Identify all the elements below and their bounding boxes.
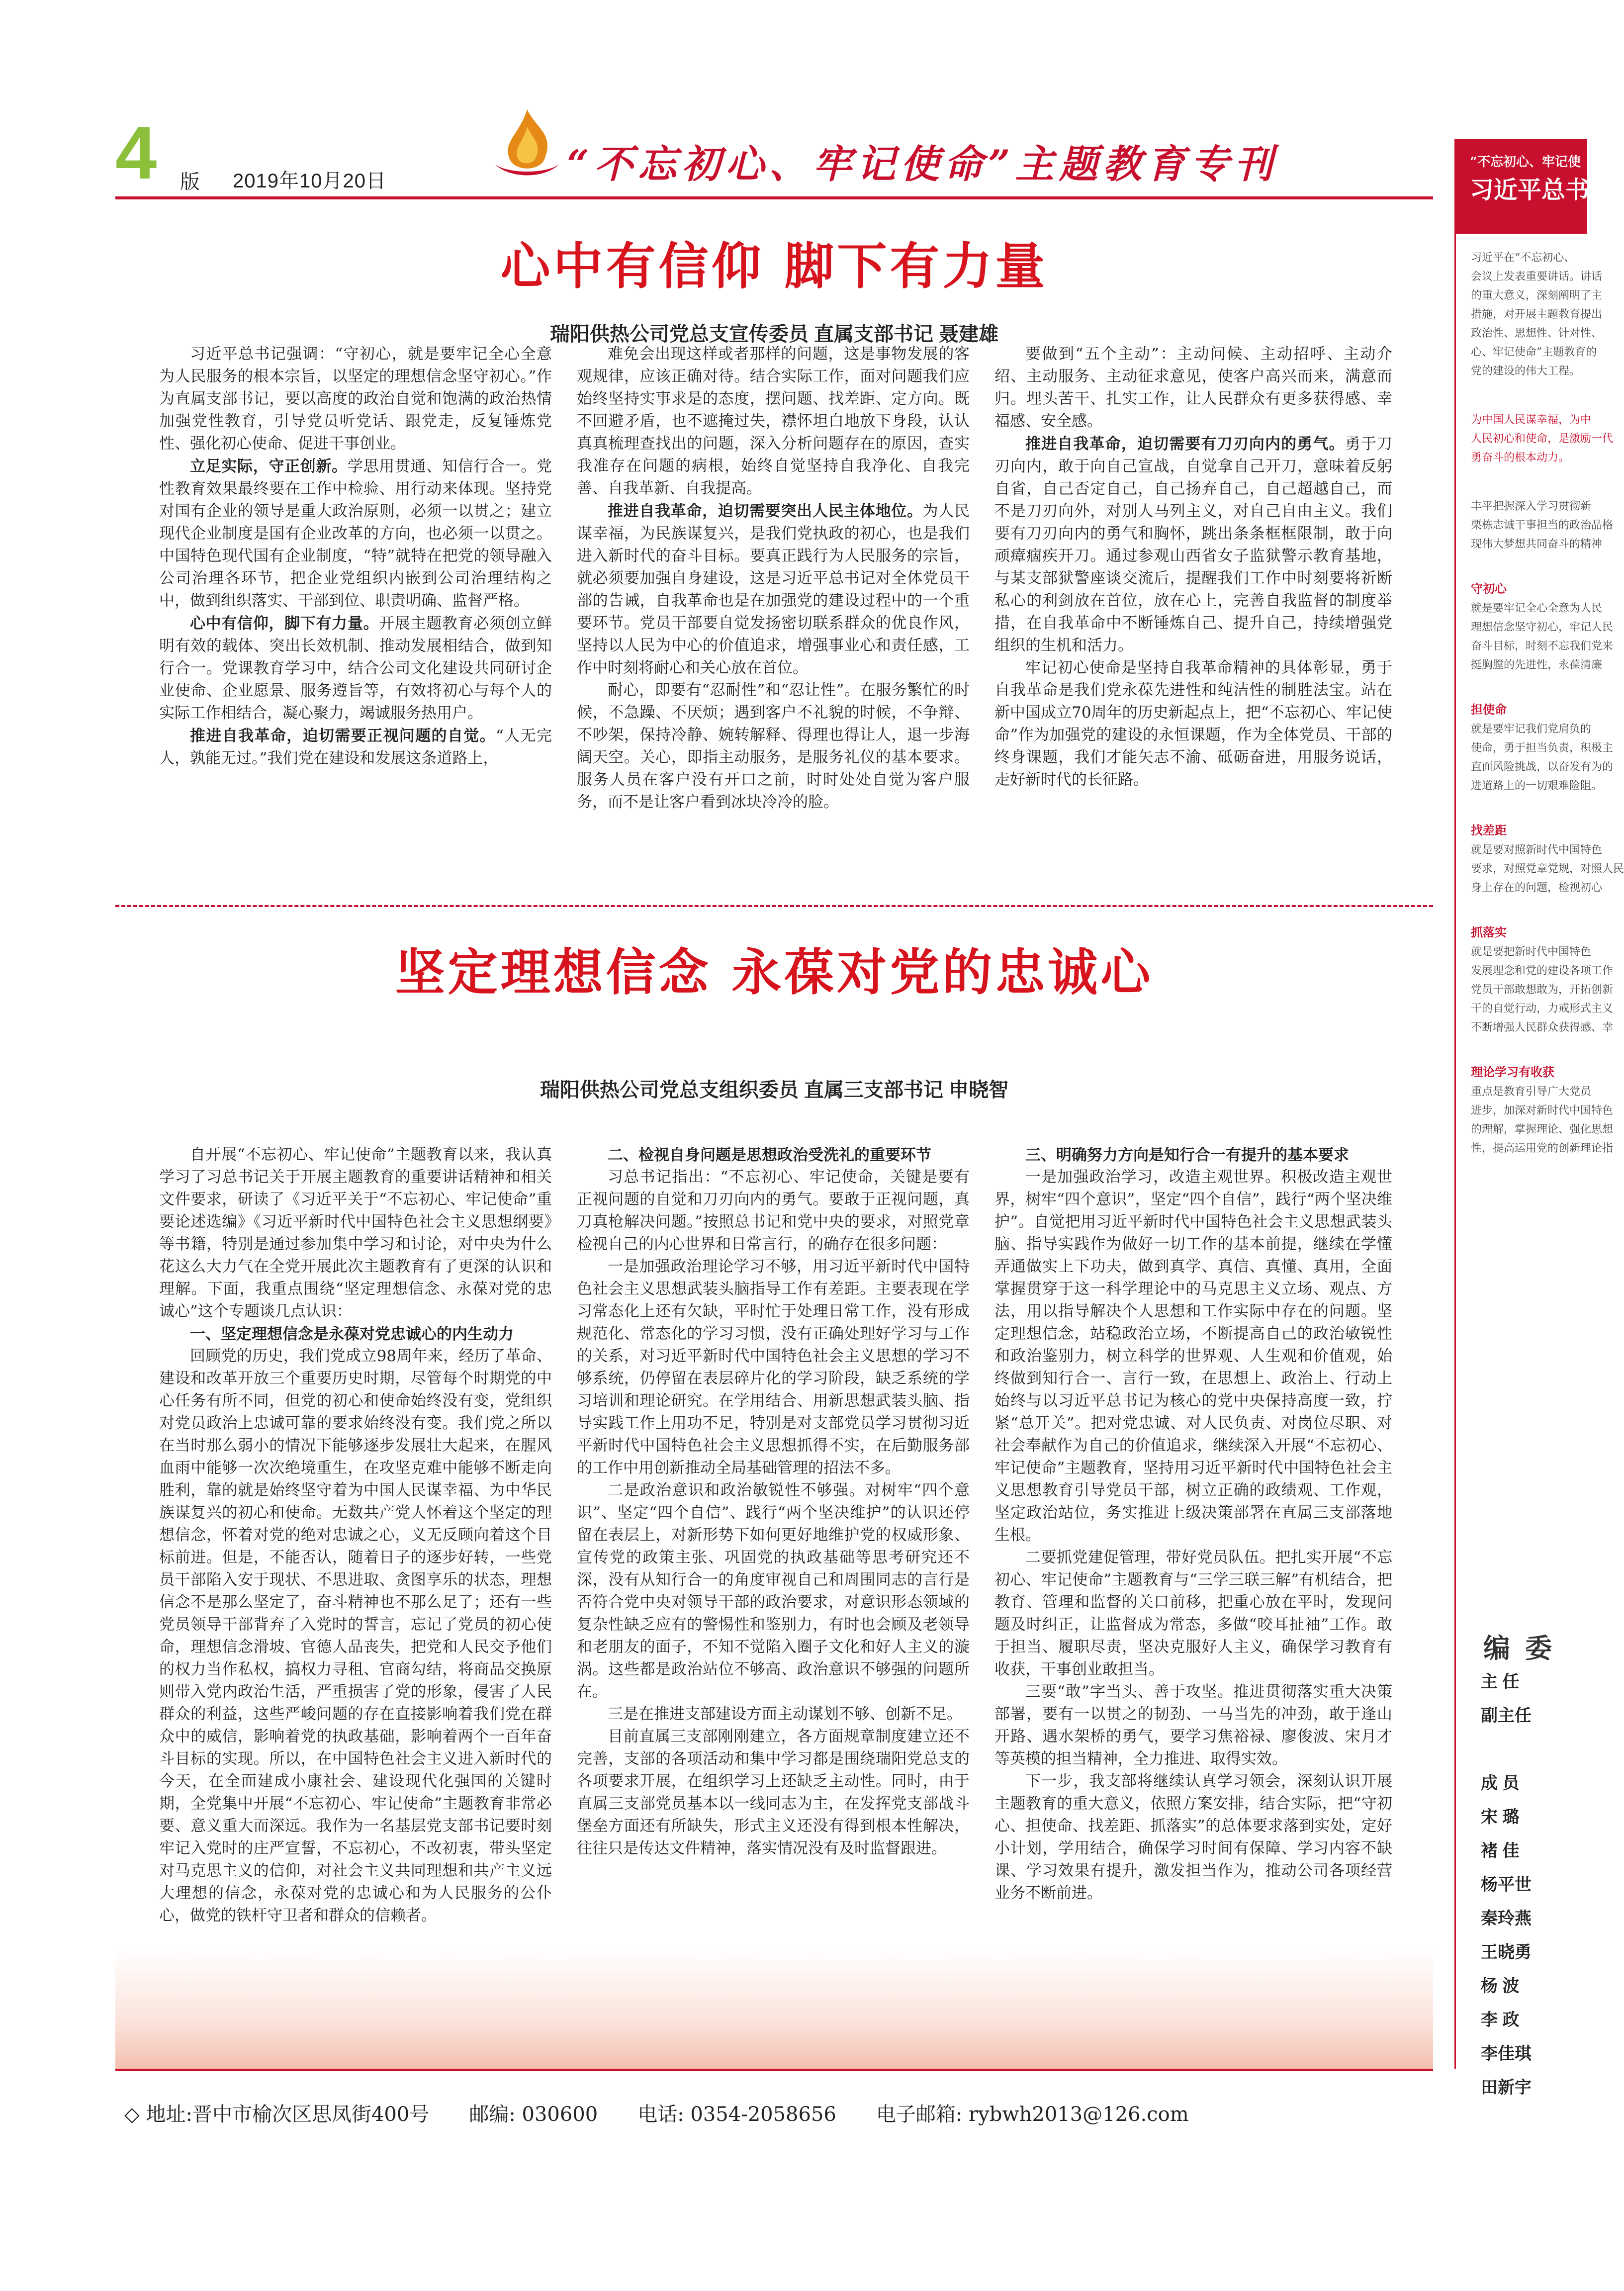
strip-text-line: 要求，对照党章党规，对照人民 (1471, 863, 1624, 875)
editorial-row: 副主任 (1481, 1706, 1532, 1725)
paragraph: 二是政治意识和政治敏锐性不够强。对树牢“四个意识”、坚定“四个自信”、践行“两个坚决维护”的认识还停留在表层上，对新形势下如何更好地维护党的权威形象、宣传党的政策主张、巩固党的执政基础等思考研究还不深，没有从知行合一的角度审视自己和周围同志的言行是否符合党中央对领导干部的政治要求，对意识形态领域的复杂性缺乏应有的警惕性和鉴别力，有时也会顾及老领导和老朋友的面子，不知不觉陷入圈子文化和好人主义的漩涡。这些都是政治站位不够高、政治意识不够强的问题所在。 (577, 1481, 970, 1701)
paragraph-lead: 推进自我革命，迫切需要突出人民主体地位。 (608, 502, 923, 520)
paragraph: 牢记初心使命是坚持自我革命精神的具体彰显，勇于自我革命是我们党永葆先进性和纯洁性的制胜法宝。站在新中国成立70周年的历史新起点上，把“不忘初心、牢记使命”作为加强党的建设的永恒课题，作为全体党员、干部的终身课题，我们才能矢志不渝、砥砺奋进，用服务说话，走好新时代的长征路。 (994, 659, 1392, 789)
article1-byline: 瑞阳供热公司党总支宣传委员 直属支部书记 聂建雄 (549, 323, 999, 345)
strip-text-line: 现伟大梦想共同奋斗的精神 (1471, 538, 1603, 550)
editorial-row: 王晓勇 (1481, 1943, 1532, 1962)
editorial-row: 主 任 (1481, 1672, 1520, 1691)
article1-column-2 (577, 343, 970, 900)
article2-column-3 (994, 1144, 1392, 2049)
paragraph: 推进自我革命，迫切需要正视问题的自觉。“人无完人，孰能无过。”我们党在建设和发展这条道路上， (159, 727, 552, 767)
editorial-title: 编委 (1483, 1632, 1567, 1664)
paragraph: 推进自我革命，迫切需要有刀刃向内的勇气。勇于刀刃向内，敢于向自己宣战，自觉拿自己开刀，意味着反躬自省，自己否定自己，自己扬弃自己，自己超越自己，而不是刀刃向外，对别人马列主义，对自己自由主义。我们要有刀刃向内的勇气和胸怀，跳出条条框框限制，敢于向顽瘴痼疾开刀。通过参观山西省女子监狱警示教育基地，与某支部狱警座谈交流后，提醒我们工作中时刻要将祈断私心的利剑放在首位，放在心上，完善自我监督的制度举措，在自我革命中不断锤炼自己、提升自己，持续增强党组织的生机和活力。 (994, 435, 1393, 654)
strip-text-line: 的重大意义，深刻阐明了主 (1471, 289, 1603, 302)
editorial-row: 李佳琪 (1481, 2044, 1532, 2063)
page-number: 4 (115, 111, 157, 194)
strip-text-line: 就是要牢记我们党肩负的 (1471, 723, 1592, 735)
editorial-row: 田新宇 (1481, 2078, 1532, 2097)
article2-title: 坚定理想信念 永葆对党的忠诚心 (395, 943, 1154, 1002)
paragraph: 三是在推进支部建设方面主动谋划不够、创新不足。 (608, 1705, 962, 1723)
strip-text-line: 进步，加深对新时代中国特色 (1471, 1104, 1614, 1117)
editorial-row: 李 政 (1481, 2011, 1520, 2029)
footer-contact (124, 2099, 1432, 2127)
strip-text-line: 性，提高运用党的创新理论指 (1471, 1142, 1614, 1155)
paragraph-lead: 立足实际，守正创新。 (190, 458, 348, 475)
paragraph: 三要“敢”字当头、善于攻坚。推进贯彻落实重大决策部署，要有一以贯之的韧劲、一马当先的冲劲，敢于逢山开路、遇水架桥的勇气，要学习焦裕禄、廖俊波、宋月才等英模的担当精神，全力推进、取得实效。 (994, 1683, 1392, 1768)
strip-text-line: 就是要牢记全心全意为人民 (1471, 602, 1603, 615)
special-issue-title: “不忘初心、牢记使命”主题教育专刊 (567, 142, 1278, 187)
strip-text-line: 奋斗目标，时刻不忘我们党来 (1471, 640, 1614, 652)
paragraph: 习总书记指出：“不忘初心、牢记使命，关键是要有正视问题的自觉和刀刃向内的勇气。要敢于正视问题，真刀真枪解决问题。”按照总书记和党中央的要求，对照党章检视自己的内心世界和日常言行，的确存在很多问题： (577, 1168, 970, 1253)
issue-date: 2019年10月20日 (233, 170, 386, 192)
paragraph: 目前直属三支部刚刚建立，各方面规章制度建立还不完善，支部的各项活动和集中学习都是围绕瑞阳党总支的各项要求开展，在组织学习上还缺乏主动性。同时，由于直属三支部党员基本以一线同志为主，在发挥党支部战斗堡垒方面还有所缺失，形式主义还没有得到根本性解决，往往只是传达文件精神，落实情况没有及时监督跟进。 (577, 1728, 970, 1857)
strip-text-line: 就是要把新时代中国特色 (1471, 946, 1592, 958)
strip-text-line: 不断增强人民群众获得感、幸 (1471, 1021, 1614, 1034)
paragraph: 立足实际，守正创新。学思用贯通、知信行合一。党性教育效果最终要在工作中检验、用行动来体现。坚持党对国有企业的领导是重大政治原则，必须一以贯之；建立现代企业制度是国有企业改革的方向，也必须一以贯之。中国特色现代国有企业制度，“特”就特在把党的领导融入公司治理各环节，把企业党组织内嵌到公司治理结构之中，做到组织落实、干部到位、职责明确、监督严格。 (159, 458, 552, 610)
strip-text-line: 的理解，掌握理论、强化思想 (1471, 1123, 1614, 1136)
article1-title: 心中有信仰 脚下有力量 (500, 237, 1048, 295)
strip-text-line: 习近平在“不忘初心、 (1471, 252, 1575, 264)
strip-text-line: 就是要对照新时代中国特色 (1471, 844, 1603, 856)
strip-header (1456, 139, 1590, 234)
strip-section-label: 理论学习有收获 (1471, 1066, 1554, 1079)
adjacent-page-strip (1454, 139, 1624, 2097)
paragraph: 二要抓党建促管理，带好党员队伍。把扎实开展“不忘初心、牢记使命”主题教育与“三学三联三解”有机结合，把教育、管理和监督的关口前移，把重心放在平时，发现问题及时纠正，让监督成为常态，多做“咬耳扯袖”工作。敢于担当、履职尽责，坚决克服好人主义，确保学习教育有收获，干事创业敢担当。 (994, 1549, 1392, 1678)
article2-byline: 瑞阳供热公司党总支组织委员 直属三支部书记 申晓智 (540, 1079, 1009, 1101)
paragraph-lead: 推进自我革命，迫切需要有刀刃向内的勇气。 (1025, 435, 1345, 453)
strip-text-line: 人民初心和使命，是激励一代 (1471, 433, 1614, 445)
article2-column-2 (577, 1144, 970, 2049)
strip-section-label: 担使命 (1471, 703, 1507, 717)
paragraph: 自开展“不忘初心、牢记使命”主题教育以来，我认真学习了习总书记关于开展主题教育的重要讲话精神和相关文件要求，研读了《习近平关于“不忘初心、牢记使命”重要论述选编》《习近平新时代中国特色社会主义思想纲要》等书籍，特别是通过参加集中学习和讨论，对中央为什么花这么大力气在全党开展此次主题教育有了更深的认识和理解。下面，我重点围绕“坚定理想信念、永葆对党的忠诚心”这个专题谈几点认识： (159, 1146, 552, 1320)
paragraph-lead: 心中有信仰，脚下有力量。 (190, 615, 379, 632)
strip-text-line: 勇奋斗的根本动力。 (1471, 452, 1570, 464)
strip-text-line: 会议上发表重要讲话。讲话 (1471, 271, 1603, 283)
footer-rule (115, 2069, 1433, 2071)
strip-section-label: 抓落实 (1471, 926, 1507, 939)
paragraph: 回顾党的历史，我们党成立98周年来，经历了革命、建设和改革开放三个重要历史时期，尽管每个时期党的中心任务有所不同，但党的初心和使命始终没有变，党组织对党员政治上忠诚可靠的要求始终没有变。我们党之所以在当时那么弱小的情况下能够逐步发展壮大起来，在腥风血雨中能够一次次绝境重生，在攻坚克难中能够不断走向胜利，靠的就是始终坚守着为中国人民谋幸福、为中华民族谋复兴的初心和使命。无数共产党人怀着这个坚定的理想信念，怀着对党的绝对忠诚之心，义无反顾向着这个目标前进。但是，不能否认，随着日子的逐步好转，一些党员干部陷入安于现状、不思进取、贪图享乐的状态，理想信念不是那么坚定了，奋斗精神也不那么足了；还有一些党员领导干部背弃了入党时的誓言，忘记了党员的初心使命，理想信念滑坡、官德人品丧失，把党和人民交予他们的权力当作私权，搞权力寻租、官商勾结，将商品交换原则带入党内政治生活，严重损害了党的形象，侵害了人民群众的利益，这些严峻问题的存在直接影响着我们党在群众中的威信，影响着党的执政基础，影响着两个一百年奋斗目标的实现。所以，在中国特色社会主义进入新时代的今天，在全面建成小康社会、建设现代化强国的关键时期，全党集中开展“不忘初心、牢记使命”主题教育非常必要、意义重大而深远。我作为一名基层党支部书记要时刻牢记入党时的庄严宣誓，不忘初心，不改初衷，带头坚定对马克思主义的信仰，对社会主义共同理想和共产主义远大理想的信念，永葆对党的忠诚心和为人民服务的公仆心，做党的铁杆守卫者和群众的信赖者。 (159, 1347, 552, 1924)
strip-section-label: 找差距 (1471, 824, 1507, 837)
flame-logo-icon (490, 104, 564, 184)
strip-text-line: 党员干部敢想敢为，开拓创新 (1471, 984, 1614, 996)
bottom-decoration (115, 1949, 1433, 2069)
strip-text-line: 理想信念坚守初心，牢记人民 (1471, 621, 1614, 634)
masthead-rule (115, 196, 1433, 199)
footer-email: 电子邮箱: rybwh2013@126.com (876, 2103, 1189, 2126)
strip-text-line: 干的自觉行动，力戒形式主义 (1471, 1003, 1614, 1015)
strip-text-line: 措施，对开展主题教育提出 (1471, 308, 1603, 321)
article1-column-3 (994, 343, 1392, 900)
strip-section-label: 守初心 (1471, 582, 1507, 596)
editorial-row: 宋 璐 (1481, 1808, 1520, 1827)
editorial-board (1463, 1631, 1588, 2105)
strip-text-line: 重点是教育引导广大党员 (1471, 1086, 1592, 1098)
paragraph: 耐心，即要有“忍耐性”和“忍让性”。在服务繁忙的时候，不急躁、不厌烦；遇到客户不礼貌的时候，不争辩、不吵架，保持冷静、婉转解释、得理也得让人，退一步海阔天空。关心，即指主动服务，是服务礼仪的基本要求。服务人员在客户没有开口之前，时时处处自觉为客户服务，而不是让客户看到冰块冷冷的脸。 (577, 681, 970, 811)
section-divider (115, 905, 1433, 907)
paragraph: 要做到“五个主动”：主动问候、主动招呼、主动介绍、主动服务、主动征求意见，使客户高兴而来，满意而归。埋头苦干、扎实工作，让人民群众有更多获得感、幸福感、安全感。 (994, 345, 1392, 430)
strip-text-line: 为中国人民谋幸福，为中 (1471, 414, 1592, 426)
paragraph: 心中有信仰，脚下有力量。开展主题教育必须创立鲜明有效的载体、突出长效机制、推动发展相结合，做到知行合一。党课教育学习中，结合公司文化建设共同研讨企业使命、企业愿景、服务遵旨等，有效将初心与每个人的实际工作相结合，凝心聚力，竭诚服务热用户。 (159, 615, 552, 722)
page-suffix: 版 (180, 171, 200, 193)
strip-body (1456, 249, 1624, 1158)
paragraph-lead: 推进自我革命，迫切需要正视问题的自觉。 (190, 727, 496, 744)
strip-text-line: 使命，勇于担当负责，积极主 (1471, 742, 1614, 754)
strip-text-line: 心、牢记使命”主题教育的 (1471, 346, 1597, 359)
paragraph: 一是加强政治理论学习不够，用习近平新时代中国特色社会主义思想武装头脑指导工作有差距。主要表现在学习常态化上还有欠缺，平时忙于处理日常工作，没有形成规范化、常态化的学习习惯，没有正确处理好学习与工作的关系，对习近平新时代中国特色社会主义思想的学习不够系统，仍停留在表层碎片化的学习阶段，缺乏系统的学习培训和理论研究。在学用结合、用新思想武装头脑、指导实践工作上用功不足，特别是对支部党员学习贯彻习近平新时代中国特色社会主义思想抓得不实，在后勤服务部的工作中用创新推动全局基础管理的招法不多。 (577, 1258, 970, 1477)
section-heading: 三、明确努力方向是知行合一有提升的基本要求 (1025, 1146, 1349, 1164)
editorial-row: 秦玲燕 (1481, 1909, 1532, 1928)
strip-text-line: 进道路上的一切艰难险阻。 (1471, 780, 1603, 792)
strip-text-line: 栗栋志诚干事担当的政治品格 (1471, 519, 1614, 532)
paragraph: 下一步，我支部将继续认真学习领会，深刻认识开展主题教育的重大意义，依照方案安排，结合实际，把“守初心、担使命、找差距、抓落实”的总体要求落到实处，定好小计划，学用结合，确保学习时间有保障、学习内容不缺课、学习效果有提升，激发担当作为，推动公司各项经营业务不断前进。 (994, 1772, 1392, 1902)
editorial-row: 杨 波 (1481, 1977, 1520, 1996)
footer-phone: 电话: 0354-2058656 (637, 2103, 836, 2126)
paragraph: 习近平总书记强调：“守初心，就是要牢记全心全意为人民服务的根本宗旨，以坚定的理想信念坚守初心。”作为直属支部书记，要以高度的政治自觉和饱满的政治热情加强党性教育，引导党员听党话、跟党走，反复锤炼党性、强化初心使命、促进干事创业。 (159, 345, 552, 453)
strip-text-line: 身上存在的问题，检视初心 (1471, 882, 1603, 894)
strip-text-line: 党的建设的伟大工程。 (1471, 365, 1581, 377)
article2-column-1 (159, 1144, 552, 2049)
strip-text-line: 直面风险挑战，以奋发有为的 (1471, 761, 1614, 773)
paragraph: 难免会出现这样或者那样的问题，这是事物发展的客观规律，应该正确对待。结合实际工作，面对问题我们应始终坚持实事求是的态度，摆问题、找差距、定方向。既不回避矛盾，也不遮掩过失，襟怀坦白地放下身段，认认真真梳理查找出的问题，深入分析问题存在的原因，查实我准存在问题的病根，始终自觉坚持自我净化、自我完善、自我革新、自我提高。 (577, 345, 970, 497)
paragraph: 一是加强政治学习，改造主观世界。积极改造主观世界，树牢“四个意识”，坚定“四个自信”，践行“两个坚决维护”。自觉把用习近平新时代中国特色社会主义思想武装头脑、指导实践作为做好一切工作的基本前提，继续在学懂弄通做实上下功夫，做到真学、真信、真懂、真用，全面掌握贯穿于这一科学理论中的马克思主义立场、观点、方法，用以指导解决个人思想和工作实际中存在的问题。坚定理想信念，站稳政治立场，不断提高自己的政治敏锐性和政治鉴别力，树立科学的世界观、人生观和价值观，始终做到知行合一、言行一致，在思想上、政治上、行动上始终与以习近平总书记为核心的党中央保持高度一致，拧紧“总开关”。把对党忠诚、对人民负责、对岗位尽职、对社会奉献作为自己的价值追求，继续深入开展“不忘初心、牢记使命”主题教育，坚持用习近平新时代中国特色社会主义思想教育引导党员干部，树立正确的政绩观、工作观，坚定政治站位，务实推进上级决策部署在直属三支部落地生根。 (994, 1168, 1392, 1544)
section-heading: 一、坚定理想信念是永葆对党忠诚心的内生动力 (190, 1325, 514, 1343)
editorial-row: 杨平世 (1481, 1875, 1532, 1894)
editorial-row: 褚 佳 (1481, 1841, 1520, 1860)
footer-address: ◇ 地址:晋中市榆次区思凤街400号 (124, 2103, 430, 2126)
strip-header-line2: 习近平总书 (1470, 176, 1590, 204)
footer-postcode: 邮编: 030600 (469, 2103, 598, 2126)
strip-text-line: 丰平把握深入学习贯彻新 (1471, 500, 1592, 513)
strip-header-line1: “不忘初心、牢记使 (1470, 155, 1581, 170)
strip-text-line: 政治性、思想性、针对性、 (1471, 327, 1603, 340)
editorial-row (1463, 1733, 1588, 1766)
article1-column-1 (159, 343, 552, 900)
section-heading: 二、检视自身问题是思想政治受洗礼的重要环节 (608, 1146, 931, 1164)
editorial-row: 成 员 (1481, 1774, 1520, 1793)
strip-text-line: 挺胸膛的先进性，永葆清廉 (1471, 659, 1603, 671)
paragraph: 推进自我革命，迫切需要突出人民主体地位。为人民谋幸福，为民族谋复兴，是我们党执政的初心，也是我们进入新时代的奋斗目标。要真正践行为人民服务的宗旨，就必须要加强自身建设，这是习近平总书记对全体党员干部的告诫，自我革命也是在加强党的建设过程中的一个重要环节。党员干部要自觉发扬密切联系群众的优良作风，坚持以人民为中心的价值追求，增强事业心和责任感，工作中时刻将耐心和关心放在首位。 (577, 502, 970, 677)
strip-text-line: 发展理念和党的建设各项工作 (1471, 965, 1614, 977)
